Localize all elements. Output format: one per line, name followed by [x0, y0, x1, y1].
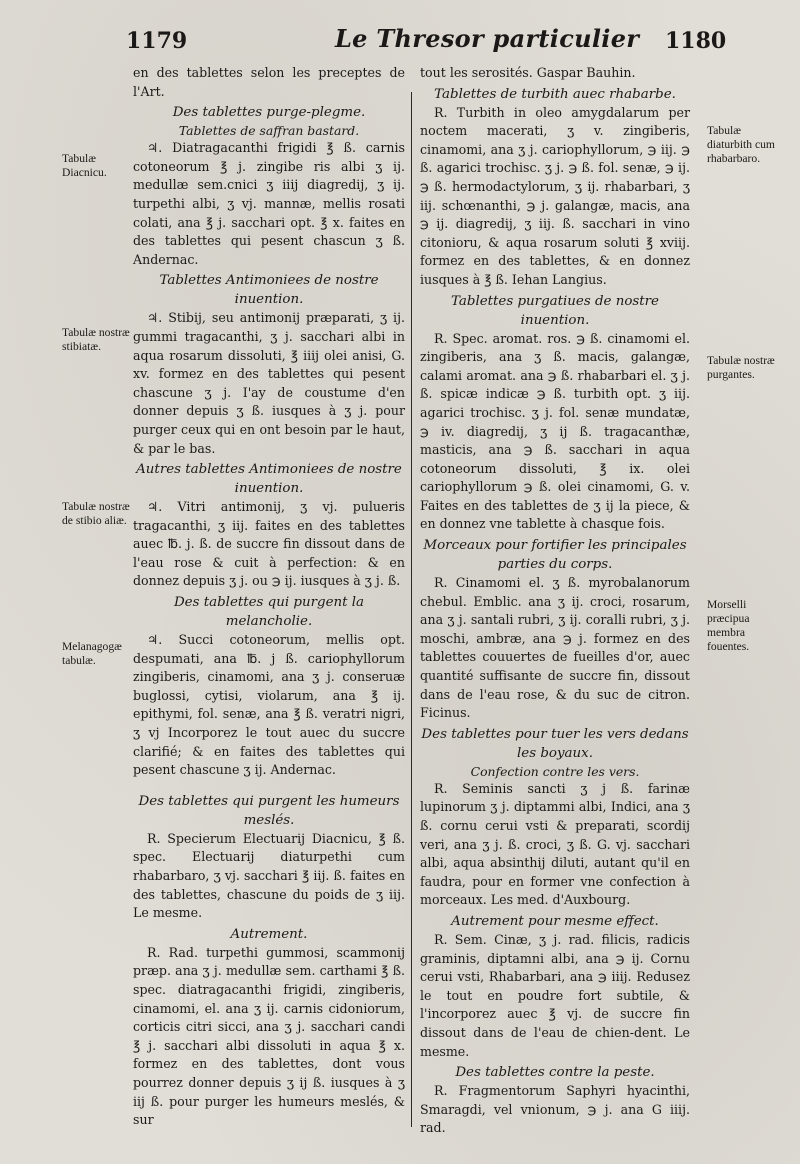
- section-subheading: Tablettes de saffran bastard.: [178, 123, 360, 139]
- recipe-paragraph: ♃. Vitri antimonij, ʒ vj. pulueris tragacanthi, ʒ iij. faites en des tablettes auec ℔. j. ß. de succre fin dissout dans de l'eau rose & cuit à perfection: & en donnez depuis ʒ j. ou ℈ ij. iusques à ʒ j. ß.: [133, 499, 405, 589]
- recipe-paragraph: R. Rad. turpethi gummosi, scammonij præp. ana ʒ j. medullæ sem. carthami ℥ ß. spec. diatragacanthi frigidi, zingiberis, cinamomi, el. ana ʒ ij. carnis cidoniorum, corticis citri sicci, ana ʒ j. sacchari candi ℥ j. sacchari albi dissoluti in aqua ℥ x. formez en des tablettes, dont vous pourrez donner depuis ʒ ij ß. iusques à ʒ iij ß. pour purger les humeurs meslés, & sur: [133, 944, 405, 1128]
- margin-note-diacnicu: Tabulæ Diacnicu.: [62, 152, 107, 179]
- text-paragraph: en des tablettes selon les preceptes de l'Art.: [133, 65, 405, 99]
- page-number-right: 1180: [665, 28, 727, 54]
- text-paragraph: tout les serosités. Gaspar Bauhin.: [420, 65, 636, 80]
- recipe-paragraph: R. Sem. Cinæ, ʒ j. rad. filicis, radicis graminis, diptamni albi, ana ℈ ij. Cornu cerui vsti, Rhabarbari, ana ℈ iiij. Redusez le tout en poudre fort subtile, & l'incorporez auec ℥ vj. de succre fin dissout dans de l'eau de chien-dent. Le mesme.: [420, 931, 690, 1059]
- right-column: [420, 64, 690, 1138]
- page-number-left: 1179: [126, 28, 188, 54]
- section-heading: Tablettes purgatiues de nostre inuention.: [451, 293, 659, 328]
- section-heading: Autrement.: [230, 926, 308, 942]
- recipe-paragraph: ♃. Diatragacanthi frigidi ℥ ß. carnis cotoneorum ℥ j. zingibe ris albi ʒ ij. medullæ sem.cnici ʒ iiij diagredij, ʒ ij. turpethi albi, ʒ vj. mannæ, mellis rosati colati, ana ℥ j. sacchari opt. ℥ x. faites en des tablettes qui pesent chascun ʒ ß. Andernac.: [133, 140, 405, 267]
- margin-note-stibio: Tabulæ nostræ de stibio aliæ.: [62, 500, 130, 527]
- margin-note-melanagogae: Melanagogæ tabulæ.: [62, 640, 122, 667]
- recipe-paragraph: R. Spec. aromat. ros. ℈ ß. cinamomi el. zingiberis, ana ʒ ß. macis, galangæ, calami aromat. ana ℈ ß. rhabarbari el. ʒ j. ß. spicæ indicæ ℈ ß. turbith opt. ʒ iij. agarici trochisc. ʒ j. fol. senæ mundatæ, ℈ iv. diagredij, ʒ ij ß. tragacanthæ, masticis, ana ℈ ß. sacchari in aqua cotoneorum dissoluti, ℥ ix. olei cariophyllorum ℈ ß. olei cinamomi, G. v. Faites en des tablettes de ʒ ij la piece, & en donnez vne tablette à chasque fois.: [420, 330, 690, 532]
- margin-note-purgantes: Tabulæ nostræ purgantes.: [707, 354, 775, 381]
- section-heading: Des tablettes qui purgent la melancholie.: [173, 595, 365, 630]
- recipe-paragraph: ♃. Stibij, seu antimonij præparati, ʒ ij. gummi tragacanthi, ʒ j. sacchari albi in aqua rosarum dissoluti, ℥ iiij olei anisi, G. xv. formez en des tablettes qui pesent chascune ʒ j. I'ay de coustume d'en donner depuis ʒ ß. iusques à ʒ j. pour purger ceux qui en ont besoin par le haut, & par le bas.: [133, 310, 405, 456]
- margin-note-stibiatae: Tabulæ nostræ stibiatæ.: [62, 326, 130, 353]
- page-header: [0, 24, 800, 64]
- recipe-paragraph: R. Fragmentorum Saphyri hyacinthi, Smaragdi, vel vnionum, ℈ j. ana G iiij. rad.: [420, 1083, 690, 1136]
- left-column: [133, 64, 405, 1130]
- recipe-paragraph: R. Cinamomi el. ʒ ß. myrobalanorum chebul. Emblic. ana ʒ ij. croci, rosarum, ana ʒ j. santali rubri, ʒ ij. coralli rubri, ʒ j. moschi, ambræ, ana ℈ j. formez en des tablettes couuertes de fueilles d'or, auec quantité suffisante de succre fin, dissout dans de l'eau rose, & du suc de citron. Ficinus.: [420, 575, 690, 721]
- section-heading: Des tablettes contre la peste.: [455, 1065, 655, 1081]
- margin-note-diaturbith: Tabulæ diaturbith cum rhabarbaro.: [707, 124, 775, 165]
- section-heading: Des tablettes qui purgent les humeurs meslés.: [138, 793, 400, 828]
- section-heading: Des tablettes purge-plegme.: [172, 105, 366, 121]
- section-heading: Tablettes de turbith auec rhabarbe.: [434, 86, 676, 102]
- recipe-paragraph: R. Turbith in oleo amygdalarum per noctem macerati, ʒ v. zingiberis, cinamomi, ana ʒ j. cariophyllorum, ℈ iij. ℈ ß. agarici trochisc. ʒ j. ℈ ß. fol. senæ, ℈ ij. ℈ ß. hermodactylorum, ʒ ij. rhabarbari, ʒ iij. schœnanthi, ℈ j. galangæ, macis, ana ℈ ij. diagredij, ʒ iij. ß. sacchari in vino citonioru, & aqua rosarum soluti ℥ xviij. formez en des tablettes, & en donnez iusques à ℥ ß. Iehan Langius.: [420, 104, 690, 287]
- section-heading: Autres tablettes Antimoniees de nostre inuention.: [136, 462, 402, 497]
- section-heading: Des tablettes pour tuer les vers dedans les boyaux.: [421, 726, 689, 761]
- running-title: Le Thresor particulier: [335, 24, 640, 53]
- section-heading: Morceaux pour fortifier les principales parties du corps.: [423, 538, 687, 573]
- section-heading: Tablettes Antimoniees de nostre inuention.: [159, 273, 379, 308]
- margin-note-morselli: Morselli præcipua membra fouentes.: [707, 598, 750, 653]
- recipe-paragraph: R. Seminis sancti ʒ j ß. farinæ lupinorum ʒ j. diptammi albi, Indici, ana ʒ ß. cornu cerui vsti & preparati, scordij veri, ana ʒ j. ß. croci, ʒ ß. G. vj. sacchari albi, aqua absinthij diluti, autant qu'il en faudra, pour en former vne confection à morceaux. Les med. d'Auxbourg.: [420, 780, 690, 908]
- section-subheading: Confection contre les vers.: [470, 763, 640, 779]
- section-heading: Autrement pour mesme effect.: [451, 913, 659, 929]
- recipe-paragraph: ♃. Succi cotoneorum, mellis opt. despumati, ana ℔. j ß. cariophyllorum zingiberis, cinamomi, ana ʒ j. conseruæ buglossi, cytisi, violarum, ana ℥ ij. epithymi, fol. senæ, ana ℥ ß. veratri nigri, ʒ vj Incorporez le tout auec du succre clarifié; & en faites des tablettes qui pesent chascune ʒ ij. Andernac.: [133, 632, 405, 778]
- column-spacer: [133, 780, 405, 790]
- column-divider: [411, 92, 412, 1127]
- recipe-paragraph: R. Specierum Electuarij Diacnicu, ℥ ß. spec. Electuarij diaturpethi cum rhabarbaro, ʒ vj. sacchari ℥ iij. ß. faites en des tablettes, chascune du poids de ʒ iij. Le mesme.: [133, 830, 405, 921]
